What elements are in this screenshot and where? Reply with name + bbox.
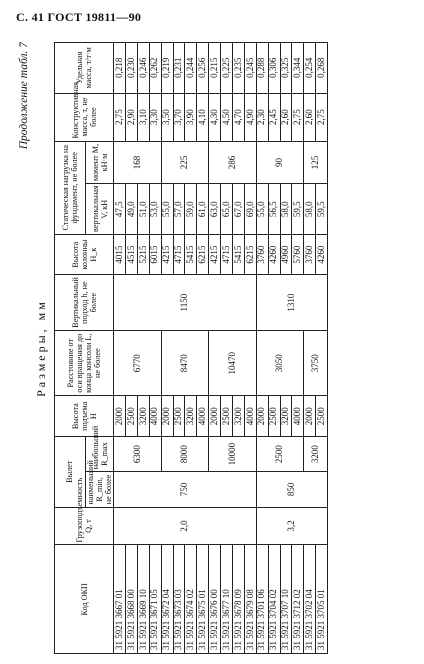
cell-column-height: 4960 [280, 234, 292, 274]
cell-specific-mass: 0,325 [280, 43, 292, 94]
cell-specific-mass: 0,235 [232, 43, 244, 94]
table-row [161, 43, 173, 654]
cell-vertical-force: 56,5 [268, 184, 280, 234]
cell-vertical-approach: 1150 [114, 275, 257, 331]
cell-height: 4000 [197, 396, 209, 436]
cell-height: 2000 [256, 396, 268, 436]
cell-moment: 90 [256, 141, 304, 184]
cell-code: 31 5921 3668 00 [125, 545, 137, 654]
cell-height: 2000 [209, 396, 221, 436]
cell-vertical-force: 58,0 [304, 184, 316, 234]
cell-code: 31 5921 3674 02 [185, 545, 197, 654]
cell-code: 31 5921 3707 10 [280, 545, 292, 654]
cell-structural-mass: 3,50 [161, 93, 173, 141]
cell-reach-max: 8000 [161, 436, 209, 471]
cell-structural-mass: 2,75 [114, 93, 126, 141]
dimensions-table [54, 42, 328, 654]
cell-reach-min: 850 [256, 472, 327, 507]
cell-structural-mass: 2,30 [256, 93, 268, 141]
cell-column-height: 6015 [149, 234, 161, 274]
cell-structural-mass: 2,75 [316, 93, 328, 141]
continuation-note: Продолжение табл. 7 [18, 42, 30, 150]
cell-code: 31 5921 3669 10 [137, 545, 149, 654]
cell-specific-mass: 0,231 [173, 43, 185, 94]
cell-height: 2500 [316, 396, 328, 436]
cell-structural-mass: 2,60 [304, 93, 316, 141]
cell-column-height: 4215 [209, 234, 221, 274]
cell-height: 4000 [149, 396, 161, 436]
cell-code: 31 5921 3702 04 [304, 545, 316, 654]
header-code: Код ОКП [55, 545, 114, 654]
cell-structural-mass: 2,90 [125, 93, 137, 141]
cell-structural-mass: 3,10 [137, 93, 149, 141]
cell-vertical-force: 57,0 [173, 184, 185, 234]
table-row [256, 43, 268, 654]
cell-vertical-force: 67,0 [232, 184, 244, 234]
cell-code: 31 5921 3705 01 [316, 545, 328, 654]
cell-structural-mass: 4,70 [232, 93, 244, 141]
cell-structural-mass: 3,90 [185, 93, 197, 141]
cell-code: 31 5921 3667 01 [114, 545, 126, 654]
header-vertical-approach: Вертикальный подход h, не более [55, 275, 114, 331]
cell-structural-mass: 2,75 [292, 93, 304, 141]
cell-vertical-force: 53,0 [149, 184, 161, 234]
cell-code: 31 5921 3672 04 [161, 545, 173, 654]
cell-code: 31 5921 3675 01 [197, 545, 209, 654]
cell-specific-mass: 0,215 [209, 43, 221, 94]
cell-specific-mass: 0,219 [161, 43, 173, 94]
table-row [304, 43, 316, 654]
cell-capacity: 3,2 [256, 507, 327, 545]
cell-height: 2500 [221, 396, 233, 436]
cell-vertical-force: 59,0 [185, 184, 197, 234]
cell-code: 31 5921 3673 03 [173, 545, 185, 654]
cell-structural-mass: 3,70 [173, 93, 185, 141]
cell-structural-mass: 3,30 [149, 93, 161, 141]
cell-vertical-force: 47,5 [114, 184, 126, 234]
cell-column-height: 5415 [232, 234, 244, 274]
cell-height: 2500 [268, 396, 280, 436]
cell-column-height: 4260 [316, 234, 328, 274]
cell-structural-mass: 2,45 [268, 93, 280, 141]
cell-vertical-force: 58,0 [280, 184, 292, 234]
cell-moment: 125 [304, 141, 328, 184]
cell-structural-mass: 4,30 [209, 93, 221, 141]
header-reach-group: Вылет [55, 436, 86, 507]
header-structural-mass: Конструктивная масса, т, не более [55, 93, 114, 141]
cell-vertical-force: 59,5 [292, 184, 304, 234]
cell-height: 2500 [173, 396, 185, 436]
rotated-content [18, 42, 398, 654]
cell-column-height: 4260 [268, 234, 280, 274]
cell-distance: 8470 [161, 330, 209, 396]
header-reach-max: наибольший R_max [86, 436, 114, 471]
cell-reach-max: 3200 [304, 436, 328, 471]
cell-distance: 6770 [114, 330, 162, 396]
cell-column-height: 4015 [114, 234, 126, 274]
cell-height: 2500 [125, 396, 137, 436]
cell-code: 31 5921 3712 02 [292, 545, 304, 654]
cell-column-height: 3760 [304, 234, 316, 274]
cell-vertical-force: 55,0 [256, 184, 268, 234]
cell-column-height: 4215 [161, 234, 173, 274]
cell-column-height: 4715 [221, 234, 233, 274]
cell-code: 31 5921 3704 02 [268, 545, 280, 654]
cell-specific-mass: 0,218 [114, 43, 126, 94]
cell-code: 31 5921 3678 09 [232, 545, 244, 654]
header-specific-mass: Удельная масса, т/т·м [55, 43, 114, 94]
cell-vertical-force: 61,0 [197, 184, 209, 234]
cell-vertical-force: 65,0 [221, 184, 233, 234]
cell-distance: 3050 [256, 330, 304, 396]
cell-specific-mass: 0,245 [244, 43, 256, 94]
cell-code: 31 5921 3701 06 [256, 545, 268, 654]
cell-specific-mass: 0,262 [149, 43, 161, 94]
cell-structural-mass: 2,60 [280, 93, 292, 141]
cell-moment: 225 [161, 141, 209, 184]
cell-height: 4000 [292, 396, 304, 436]
cell-distance: 10470 [209, 330, 257, 396]
cell-code: 31 5921 3671 05 [149, 545, 161, 654]
cell-column-height: 3760 [256, 234, 268, 274]
cell-specific-mass: 0,268 [316, 43, 328, 94]
cell-moment: 168 [114, 141, 162, 184]
header-moment: момент М, кН·м [86, 141, 114, 184]
cell-specific-mass: 0,344 [292, 43, 304, 94]
cell-vertical-force: 55,0 [161, 184, 173, 234]
cell-height: 3200 [232, 396, 244, 436]
cell-reach-max: 2500 [256, 436, 304, 471]
cell-specific-mass: 0,288 [256, 43, 268, 94]
cell-reach-max: 10000 [209, 436, 257, 471]
cell-code: 31 5921 3677 10 [221, 545, 233, 654]
cell-specific-mass: 0,246 [137, 43, 149, 94]
cell-column-height: 5215 [137, 234, 149, 274]
cell-specific-mass: 0,306 [268, 43, 280, 94]
rotated-table-area [18, 42, 398, 654]
cell-structural-mass: 4,10 [197, 93, 209, 141]
cell-height: 2000 [304, 396, 316, 436]
cell-vertical-force: 59,5 [316, 184, 328, 234]
cell-structural-mass: 4,50 [221, 93, 233, 141]
cell-column-height: 4715 [173, 234, 185, 274]
header-column-height: Высота колонны H_к [55, 234, 114, 274]
header-distance: Расстояние от оси вращения до конца консоли L, не более [55, 330, 114, 396]
cell-specific-mass: 0,244 [185, 43, 197, 94]
cell-column-height: 5415 [185, 234, 197, 274]
cell-column-height: 4515 [125, 234, 137, 274]
table-row [114, 43, 126, 654]
page-header: С. 41 ГОСТ 19811—90 [16, 10, 142, 24]
cell-vertical-force: 51,0 [137, 184, 149, 234]
cell-height: 3200 [185, 396, 197, 436]
cell-specific-mass: 0,256 [197, 43, 209, 94]
cell-reach-min: 750 [114, 472, 257, 507]
cell-height: 3200 [280, 396, 292, 436]
cell-height: 2000 [114, 396, 126, 436]
cell-code: 31 5921 3679 08 [244, 545, 256, 654]
cell-column-height: 6215 [244, 234, 256, 274]
cell-vertical-force: 49,0 [125, 184, 137, 234]
cell-reach-max: 6300 [114, 436, 162, 471]
cell-specific-mass: 0,254 [304, 43, 316, 94]
cell-specific-mass: 0,225 [221, 43, 233, 94]
cell-height: 4000 [244, 396, 256, 436]
cell-vertical-force: 63,0 [209, 184, 221, 234]
cell-structural-mass: 4,90 [244, 93, 256, 141]
cell-specific-mass: 0,230 [125, 43, 137, 94]
header-reach-min: наименьший R_min, не более [86, 472, 114, 507]
cell-vertical-approach: 1310 [256, 275, 327, 331]
cell-distance: 3750 [304, 330, 328, 396]
cell-height: 2000 [161, 396, 173, 436]
cell-height: 3200 [137, 396, 149, 436]
header-capacity: Грузоподъемность Q, т [55, 507, 114, 545]
cell-column-height: 5760 [292, 234, 304, 274]
header-static-load: Статическая нагрузка на фундамент, не более [55, 141, 86, 234]
cell-code: 31 5921 3676 00 [209, 545, 221, 654]
section-title: Размеры, мм [34, 299, 48, 397]
cell-column-height: 6215 [197, 234, 209, 274]
table-row [209, 43, 221, 654]
header-height: Высота подъема H [55, 396, 114, 436]
cell-capacity: 2,0 [114, 507, 257, 545]
header-vertical-force: вертикальная V, кН [86, 184, 114, 234]
cell-vertical-force: 69,0 [244, 184, 256, 234]
cell-moment: 286 [209, 141, 257, 184]
